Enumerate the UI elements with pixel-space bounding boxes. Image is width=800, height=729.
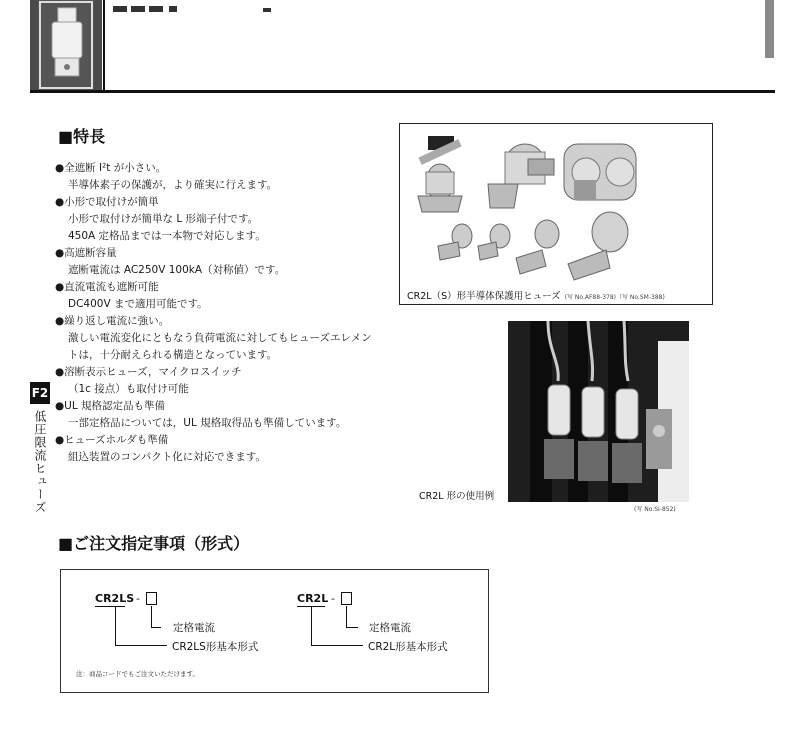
leader-line (115, 606, 116, 646)
feature-item (55, 160, 400, 194)
leader-line (311, 606, 312, 646)
feature-item (55, 364, 400, 398)
feature-head: ●全遮断 I²t が小さい。 (55, 162, 167, 174)
feature-detail: 激しい電流変化にともなう負荷電流に対してもヒューズエレメン (68, 332, 372, 344)
features-heading: ■特長 (58, 127, 106, 146)
feature-detail: DC400V まで適用可能です。 (68, 298, 208, 310)
feature-item (55, 279, 400, 313)
feature-detail: 450A 定格品までは一本物で対応します。 (68, 230, 266, 242)
header-cropped-title (113, 0, 273, 14)
feature-item (55, 313, 400, 364)
rated-current-label: 定格電流 (173, 622, 215, 634)
basic-type-label: CR2L形基本形式 (368, 641, 448, 653)
feature-head: ●UL 規格認定品も準備 (55, 400, 166, 412)
feature-head: ●高遮断容量 (55, 247, 117, 259)
product-photo-caption-text: CR2L（S）形半導体保護用ヒューズ (407, 291, 561, 302)
fuse-product-illustration (400, 124, 712, 304)
feature-head: ●直流電流も遮断可能 (55, 281, 159, 293)
section-tab-label: 低圧限流ヒューズ (33, 410, 47, 514)
feature-item (55, 398, 400, 432)
feature-detail: 一部定格品については，UL 規格取得品も準備しています。 (68, 417, 347, 429)
usage-photo-code: (写 No.SI-852) (634, 506, 676, 513)
order-heading: ■ご注文指定事項（形式） (58, 534, 250, 553)
model-underline (95, 606, 125, 607)
basic-type-label: CR2LS形基本形式 (172, 641, 259, 653)
fuse-icon (30, 0, 102, 92)
feature-detail: 遮断電流は AC250V 100kA（対称値）です。 (68, 264, 286, 276)
feature-item (55, 432, 400, 466)
feature-detail: トは，十分耐えられる構造となっています。 (68, 349, 278, 361)
feature-detail: （1c 接点）も取付け可能 (68, 383, 189, 395)
fuse-usage-illustration (508, 321, 689, 502)
feature-head: ●ヒューズホルダも準備 (55, 434, 169, 446)
model-code-cr2ls: CR2LS (95, 592, 135, 605)
model-separator: - (331, 592, 335, 605)
feature-item (55, 194, 400, 245)
feature-detail: 半導体素子の保護が，より確実に行えます。 (68, 179, 278, 191)
usage-photo-caption: CR2L 形の使用例 (419, 491, 495, 502)
feature-item (55, 245, 400, 279)
leader-line (151, 606, 152, 628)
feature-head: ●小形で取付けが簡単 (55, 196, 159, 208)
rated-current-placeholder-box (341, 592, 352, 605)
header-divider (103, 0, 105, 90)
feature-head: ●繰り返し電流に強い。 (55, 315, 170, 327)
model-code-cr2l: CR2L (297, 592, 329, 605)
feature-detail: 組込装置のコンパクト化に対応できます。 (68, 451, 266, 463)
order-note: 注：商品コードでもご注文いただけます。 (76, 670, 199, 678)
product-photo-code: (写 No.AF88-378)（写 No.SM-388) (564, 294, 665, 301)
header-rule (30, 90, 775, 93)
feature-head: ●溶断表示ヒューズ，マイクロスイッチ (55, 366, 242, 378)
feature-list (55, 160, 400, 466)
feature-detail: 小形で取付けが簡単な L 形端子付です。 (68, 213, 259, 225)
fuse-product-photo (399, 123, 713, 305)
scrollbar-thumb[interactable] (765, 0, 774, 58)
leader-line (311, 645, 363, 646)
section-tab-badge: F2 (30, 382, 50, 404)
rated-current-placeholder-box (146, 592, 157, 605)
leader-line (346, 627, 358, 628)
product-photo-caption (407, 288, 665, 302)
rated-current-label: 定格電流 (369, 622, 411, 634)
header-fuse-icon-box (30, 0, 102, 92)
leader-line (151, 627, 161, 628)
leader-line (115, 645, 167, 646)
leader-line (346, 606, 347, 628)
model-separator: - (136, 592, 140, 605)
fuse-usage-photo (508, 321, 689, 502)
